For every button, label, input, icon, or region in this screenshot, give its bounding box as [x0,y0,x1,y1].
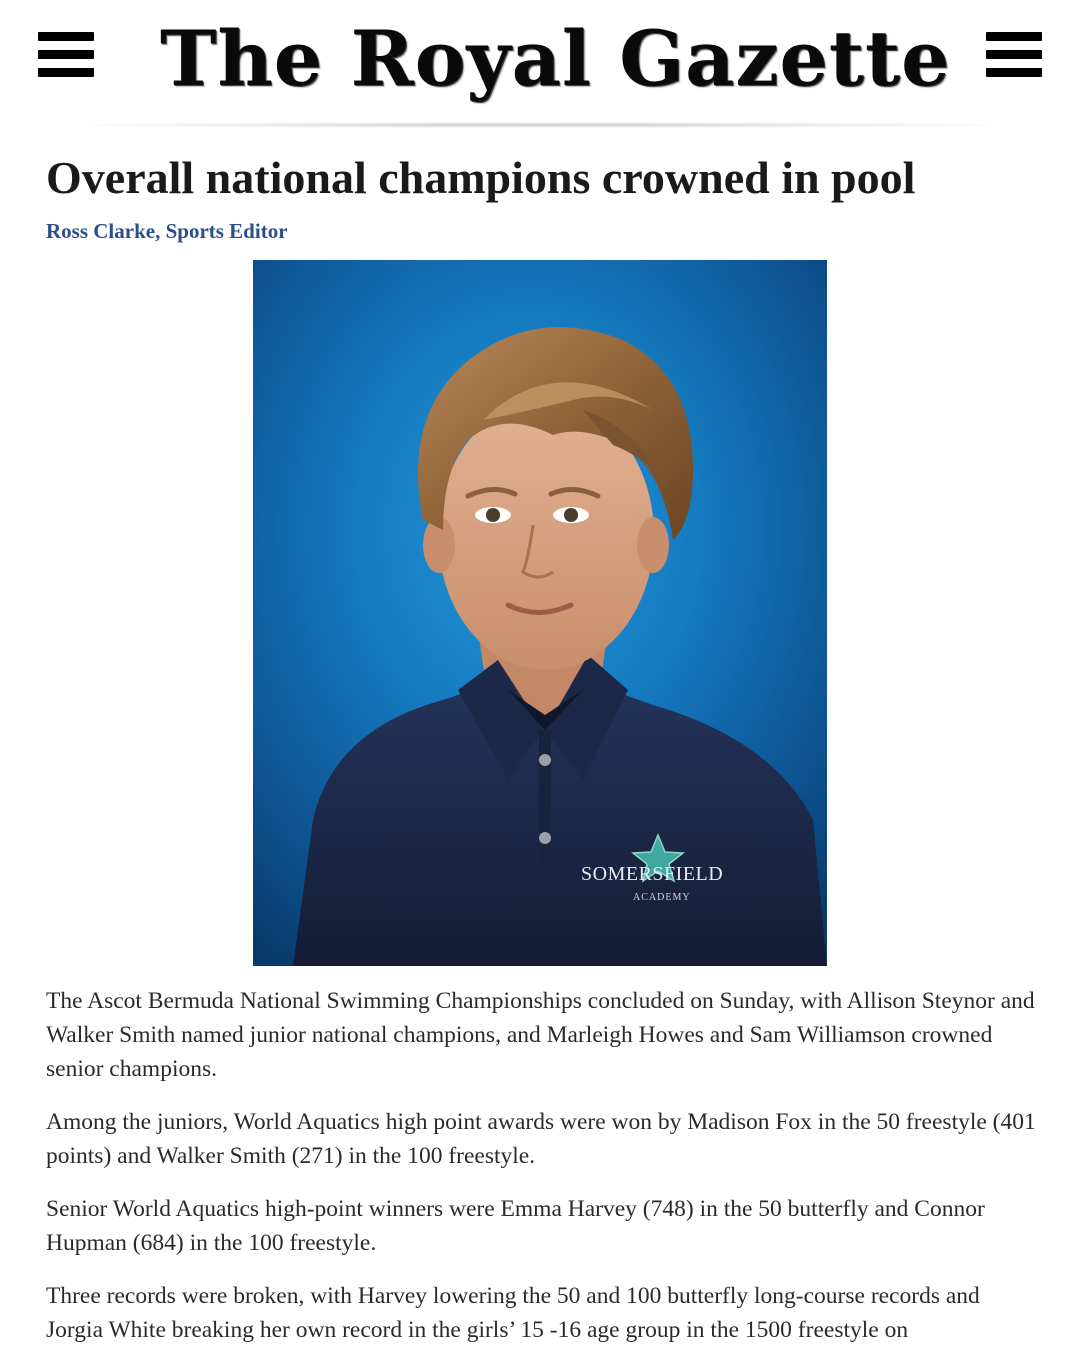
hamburger-menu-icon [986,32,1042,41]
hamburger-menu-icon-bar [38,50,94,59]
article-photo[interactable] [253,260,827,966]
site-logo-title[interactable]: The Royal Gazette [160,14,951,103]
article-body [46,984,1036,1350]
hamburger-menu-icon [38,32,94,41]
header-divider [90,122,990,128]
shirt-logo-subtext: ACADEMY [633,892,691,903]
article-headline: Overall national champions crowned in pool [46,152,916,203]
portrait-illustration [253,260,827,966]
article-paragraph-3: Senior World Aquatics high-point winners were Emma Harvey (748) in the 50 butterfly and Connor Hupman (684) in the 100 freestyle. [46,1196,985,1256]
article-paragraph-1: The Ascot Bermuda National Swimming Championships concluded on Sunday, with Allison Steynor and Walker Smith named junior national champions, and Marleigh Howes and Sam Williamson crowned senior champions. [46,988,1035,1082]
hamburger-menu-icon-bar [38,68,94,77]
left-menu-button[interactable] [38,32,94,78]
site-header [0,0,1080,122]
right-menu-button[interactable] [986,32,1042,78]
article-byline-link[interactable]: Ross Clarke, Sports Editor [46,219,288,243]
article-paragraph-4: Three records were broken, with Harvey lowering the 50 and 100 butterfly long-course records and Jorgia White breaking her own record in the girls’ 15 -16 age group in the 1500 freestyle on [46,1283,980,1343]
hamburger-menu-icon-bar [986,50,1042,59]
article-paragraph-2: Among the juniors, World Aquatics high point awards were won by Madison Fox in the 50 freestyle (401 points) and Walker Smith (271) in the 100 freestyle. [46,1109,1036,1169]
shirt-logo-text: SOMERSFIELD [581,863,724,885]
hamburger-menu-icon-bar [986,68,1042,77]
